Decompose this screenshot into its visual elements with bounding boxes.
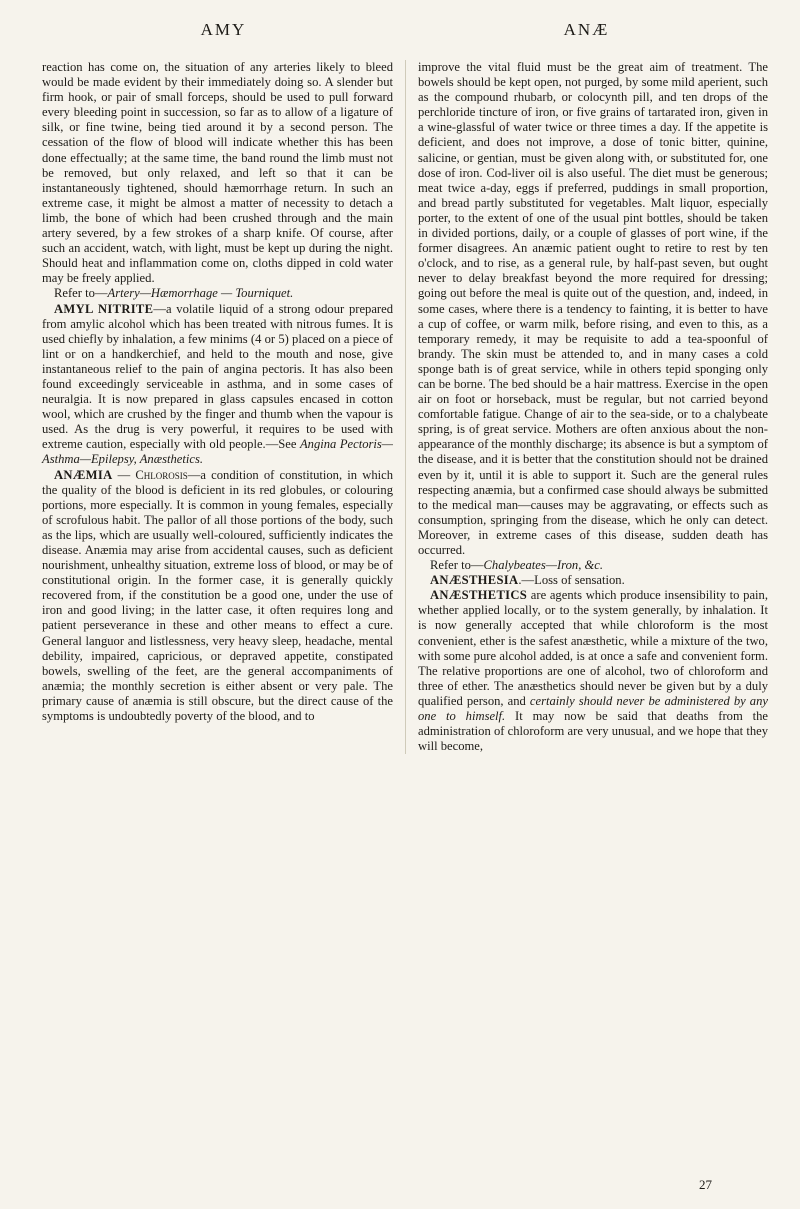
paragraph-refer-chalybeates — [418, 558, 768, 573]
paragraph-refer-artery — [42, 286, 393, 301]
synonym-chlorosis: Chlorosis — [135, 467, 188, 482]
headword-anaemia: ANÆMIA — [54, 467, 113, 482]
running-head-left: AMY — [200, 20, 247, 39]
headword-amyl-nitrite: AMYL NITRITE — [54, 301, 154, 316]
headword-anaesthetics: ANÆSTHETICS — [430, 588, 528, 603]
entry-amyl-body: —a volatile liquid of a strong odour prepared from amylic alcohol which has been treated with nitrous fumes. It is used chiefly by inhalation, a few minims (4 or 5) placed on a piece of lint or on a handkerchief, and held to the mouth and nose, give instantaneous relief to the pain of angina pectoris. It has also been found exceedingly serviceable in asthma, and in some cases of neuralgia. It is now prepared in glass capsules encased in cotton wool, which are crushed by the finger and thumb when the vapour is used. As the drug is very powerful, it requires to be used with extreme caution, especially with old people.—See — [42, 301, 393, 452]
paragraph-artery-continued: reaction has come on, the situation of any arteries likely to bleed would be made evident by their immediately doing so. A slender but firm hook, or pair of small forceps, should be used to pull forward every bleeding point in succession, so far as to allow of a ligature of silk, or fine twine, being tied around it by a second person. The cessation of the flow of blood will indicate whether this has been done effectually; at the same time, the band round the limb must not be removed, but only relaxed, and left so that it can be instantaneously tightened, should hæmorrhage return. In such an extreme case, it might be almost a matter of necessity to detach a limb, the bone of which had been crushed through and the main artery severed, by a few strokes of a sharp knife. Of course, after such an accident, watch, with light, must be kept up during the night. Should heat and inflammation come on, cloths dipped in cold water may be freely applied. — [42, 60, 393, 286]
headword-anaesthesia: ANÆSTHESIA — [430, 573, 519, 588]
running-heads — [42, 10, 768, 60]
entry-anaesthesia-body: .—Loss of sensation. — [518, 573, 625, 588]
left-column — [42, 60, 405, 754]
refer-prefix: Refer to— — [430, 558, 484, 573]
entry-anaesthetics — [418, 588, 768, 754]
headword-separator: — — [112, 467, 136, 482]
entry-anaesthetics-body: are agents which produce insensibility to pain, whether applied locally, or to the system generally, by inhalation. It is now generally accepted that while chloroform is the most convenient, ether is the safest anæsthetic, while a mixture of the two, with some pure alcohol added, is at once a safe and convenient form. The relative proportions are one of alcohol, two of chloroform and three of ether. The anæsthetics should never be given but by a duly qualified person, and — [418, 588, 768, 708]
refer-link-artery[interactable]: Artery—Hæmorrhage — Tourniquet. — [107, 286, 294, 301]
entry-anaesthesia — [418, 573, 768, 588]
right-column — [405, 60, 768, 754]
refer-prefix: Refer to— — [54, 286, 108, 301]
entry-amyl-nitrite — [42, 302, 393, 468]
entry-anaemia-body: —a condition of constitution, in which the quality of the blood is deficient in its red globules, or colouring portions, more especially. It is common in young females, especially of scrofulous habit. The pallor of all those portions of the body, such as the lips, which are usually well-coloured, sufficiently indicates the disease. Anæmia may arise from accidental causes, such as deficient nourishment, unhealthy situation, extreme loss of blood, or may be of constitutional origin. In the former case, it is generally quickly recovered from, if the constitution be a good one, under the use of iron and good living; in the latter case, it often requires long and patient perseverance in these and other means to effect a cure. General languor and listlessness, very heavy sleep, headache, mental debility, impaired, capricious, or depraved appetite, constipated bowels, swelling of the feet, are the general accompaniments of anæmia; the monthly secretion is either absent or very pale. The primary cause of anæmia is still obscure, but the direct cause of the symptoms is undoubtedly poverty of the blood, and to — [42, 467, 393, 724]
running-head-right: ANÆ — [563, 20, 610, 39]
see-link-angina[interactable]: Angina Pectoris—Asthma—Epilepsy, Anæsthetics. — [42, 437, 393, 467]
page-number: 27 — [699, 1177, 712, 1192]
emphasis-warning: certainly should never be administered by any one to himself. — [418, 693, 768, 724]
entry-anaemia — [42, 468, 393, 725]
text-columns — [42, 60, 768, 754]
refer-link-chalybeates[interactable]: Chalybeates—Iron, &c. — [483, 558, 604, 573]
entry-anaesthetics-tail: It may now be said that deaths from the administration of chloroform are very unusual, and we hope that they will become, — [418, 709, 768, 754]
paragraph-anaemia-continued: improve the vital fluid must be the great aim of treatment. The bowels should be kept open, not purged, by some mild aperient, such as the compound rhubarb, or colocynth pill, and ten drops of the perchloride tincture of iron, or five grains of tartarated iron, given in a wine-glassful of water twice or three times a day. If the appetite is deficient, and does not improve, a dose of tonic bitter, quinine, salicine, or gentian, must be given along with, or substituted for, one dose of iron. Cod-liver oil is also useful. The diet must be generous; meat twice a-day, eggs if preferred, puddings in small proportion, and bread partly substituted for vegetables. Malt liquor, especially porter, to the extent of one of the usual pint bottles, should be taken in divided portions, daily, or a couple of glasses of port wine, if the former disagrees. An anæmic patient ought to retire to rest by ten o'clock, and to rise, as a general rule, by half-past seven, but ought never to delay breakfast beyond the more required for dressing; going out before the meal is quite out of the question, and, indeed, in some cases, where there is a tendency to fainting, it is better to have a cup of coffee, or warm milk, before rising, and even to this, as a temporary remedy, it may be requisite to add a tea-spoonful of brandy. The skin must be attended to, and in many cases a cold sponge bath is of great service, while in others tepid sponging only can be borne. The bed should be a hair mattress. Exercise in the open air on foot or horseback, must be regular, but not carried beyond comfortable fatigue. Change of air to the sea-side, or to a chalybeate spring, is of great service. Mothers are often anxious about the non-appearance of the monthly discharge; its absence is but a symptom of the disease, and it is better that the constitution should not be drained even by it, until it is able to support it. Such are the general rules respecting anæmia, but a confirmed case should always be submitted to the medical man—causes may be aggravating, or effects such as consumption, springing from the disease, which he only can detect. Moreover, in extreme cases of this disease, sudden death has occurred. — [418, 60, 768, 557]
